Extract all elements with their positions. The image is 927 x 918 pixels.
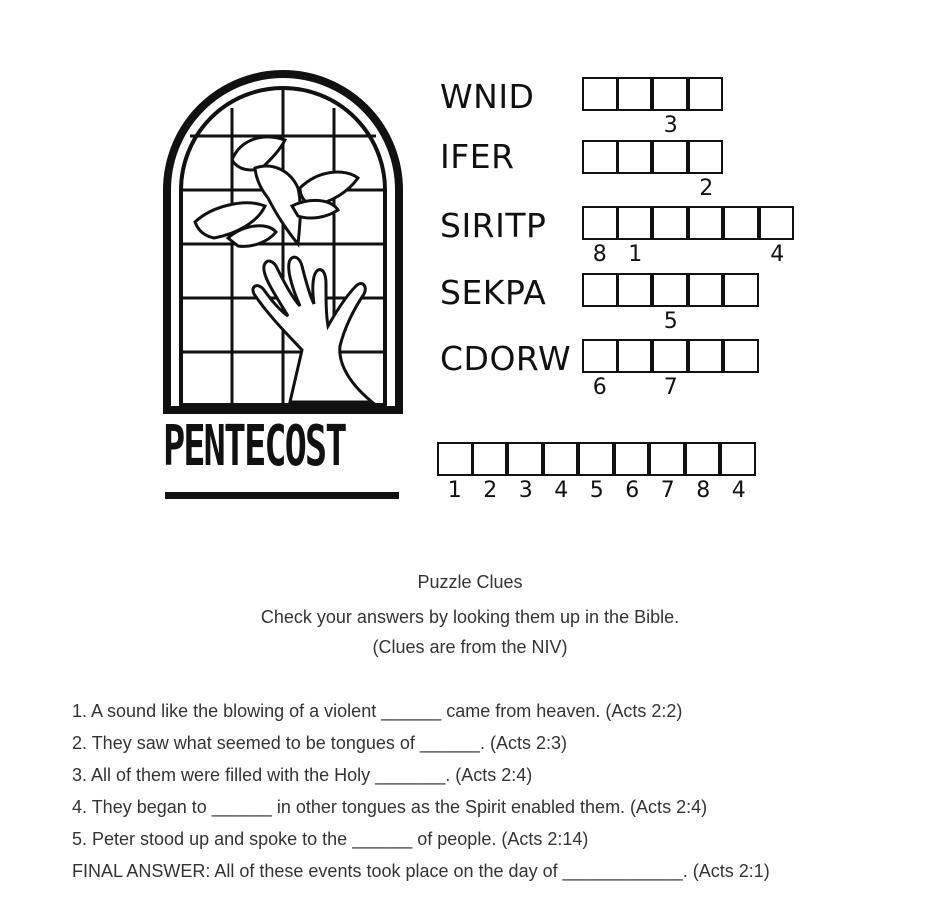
clue-5: 5. Peter stood up and spoke to the ______ of people. (Acts 2:14)	[72, 829, 589, 849]
final-position-number: 6	[625, 478, 640, 503]
answer-box-word-1[interactable]	[617, 77, 653, 111]
position-number-word-5: 7	[663, 375, 678, 400]
answer-box-word-3[interactable]	[652, 206, 688, 240]
stained-glass-window	[167, 74, 399, 410]
answer-box-word-4[interactable]	[723, 273, 759, 307]
answer-box-word-3[interactable]	[688, 206, 724, 240]
logo-title: PENTECOST	[163, 414, 346, 479]
final-answer-clue: FINAL ANSWER: All of these events took place on the day of ____________. (Acts 2:1)	[72, 861, 770, 881]
answer-box-word-5[interactable]	[723, 339, 759, 373]
answer-box-word-5[interactable]	[688, 339, 724, 373]
scrambled-word-2: IFER	[440, 137, 515, 176]
final-position-number: 2	[483, 478, 498, 503]
position-number-word-5: 6	[592, 375, 607, 400]
clue-2: 2. They saw what seemed to be tongues of ______. (Acts 2:3)	[72, 733, 567, 753]
final-answer-box[interactable]	[437, 442, 473, 476]
final-answer-box[interactable]	[614, 442, 650, 476]
answer-box-word-2[interactable]	[582, 140, 618, 174]
position-number-word-4: 5	[663, 309, 678, 334]
answer-box-word-3[interactable]	[582, 206, 618, 240]
final-answer-box[interactable]	[543, 442, 579, 476]
position-number-word-3: 8	[592, 242, 607, 267]
answer-box-word-3[interactable]	[723, 206, 759, 240]
scrambled-word-3: SIRITP	[440, 206, 547, 245]
answer-box-word-3[interactable]	[617, 206, 653, 240]
answer-box-word-2[interactable]	[617, 140, 653, 174]
instructions: Check your answers by looking them up in the Bible.	[260, 607, 680, 627]
answer-box-word-1[interactable]	[582, 77, 618, 111]
final-answer-box[interactable]	[472, 442, 508, 476]
final-answer-box[interactable]	[685, 442, 721, 476]
answer-box-word-4[interactable]	[582, 273, 618, 307]
position-number-word-1: 3	[663, 113, 678, 138]
logo-underline	[165, 492, 399, 499]
clue-1: 1. A sound like the blowing of a violent ______ came from heaven. (Acts 2:2)	[72, 701, 683, 721]
answer-box-word-2[interactable]	[652, 140, 688, 174]
answer-box-word-3[interactable]	[759, 206, 795, 240]
position-number-word-3: 1	[628, 242, 643, 267]
final-position-number: 1	[447, 478, 462, 503]
answer-box-word-5[interactable]	[582, 339, 618, 373]
clues-heading: Puzzle Clues	[417, 572, 523, 592]
answer-box-word-5[interactable]	[652, 339, 688, 373]
final-answer-box[interactable]	[720, 442, 756, 476]
answer-box-word-4[interactable]	[617, 273, 653, 307]
answer-box-word-1[interactable]	[688, 77, 724, 111]
scrambled-word-5: CDORW	[440, 339, 572, 378]
final-answer-box[interactable]	[578, 442, 614, 476]
scrambled-word-1: WNID	[440, 77, 535, 116]
answer-box-word-1[interactable]	[652, 77, 688, 111]
answer-box-word-4[interactable]	[688, 273, 724, 307]
answer-box-word-2[interactable]	[688, 140, 724, 174]
clue-3: 3. All of them were filled with the Holy _______. (Acts 2:4)	[72, 765, 533, 785]
hand-icon	[253, 257, 372, 402]
final-position-number: 4	[731, 478, 746, 503]
answer-box-word-5[interactable]	[617, 339, 653, 373]
clue-4: 4. They began to ______ in other tongues as the Spirit enabled them. (Acts 2:4)	[72, 797, 708, 817]
final-position-number: 7	[660, 478, 675, 503]
final-answer-box[interactable]	[649, 442, 685, 476]
version-note: (Clues are from the NIV)	[372, 637, 568, 657]
scrambled-word-4: SEKPA	[440, 273, 547, 312]
final-position-number: 5	[589, 478, 604, 503]
answer-box-word-4[interactable]	[652, 273, 688, 307]
final-position-number: 3	[518, 478, 533, 503]
final-position-number: 8	[696, 478, 711, 503]
final-position-number: 4	[554, 478, 569, 503]
final-answer-box[interactable]	[507, 442, 543, 476]
position-number-word-3: 4	[770, 242, 785, 267]
position-number-word-2: 2	[699, 176, 714, 201]
